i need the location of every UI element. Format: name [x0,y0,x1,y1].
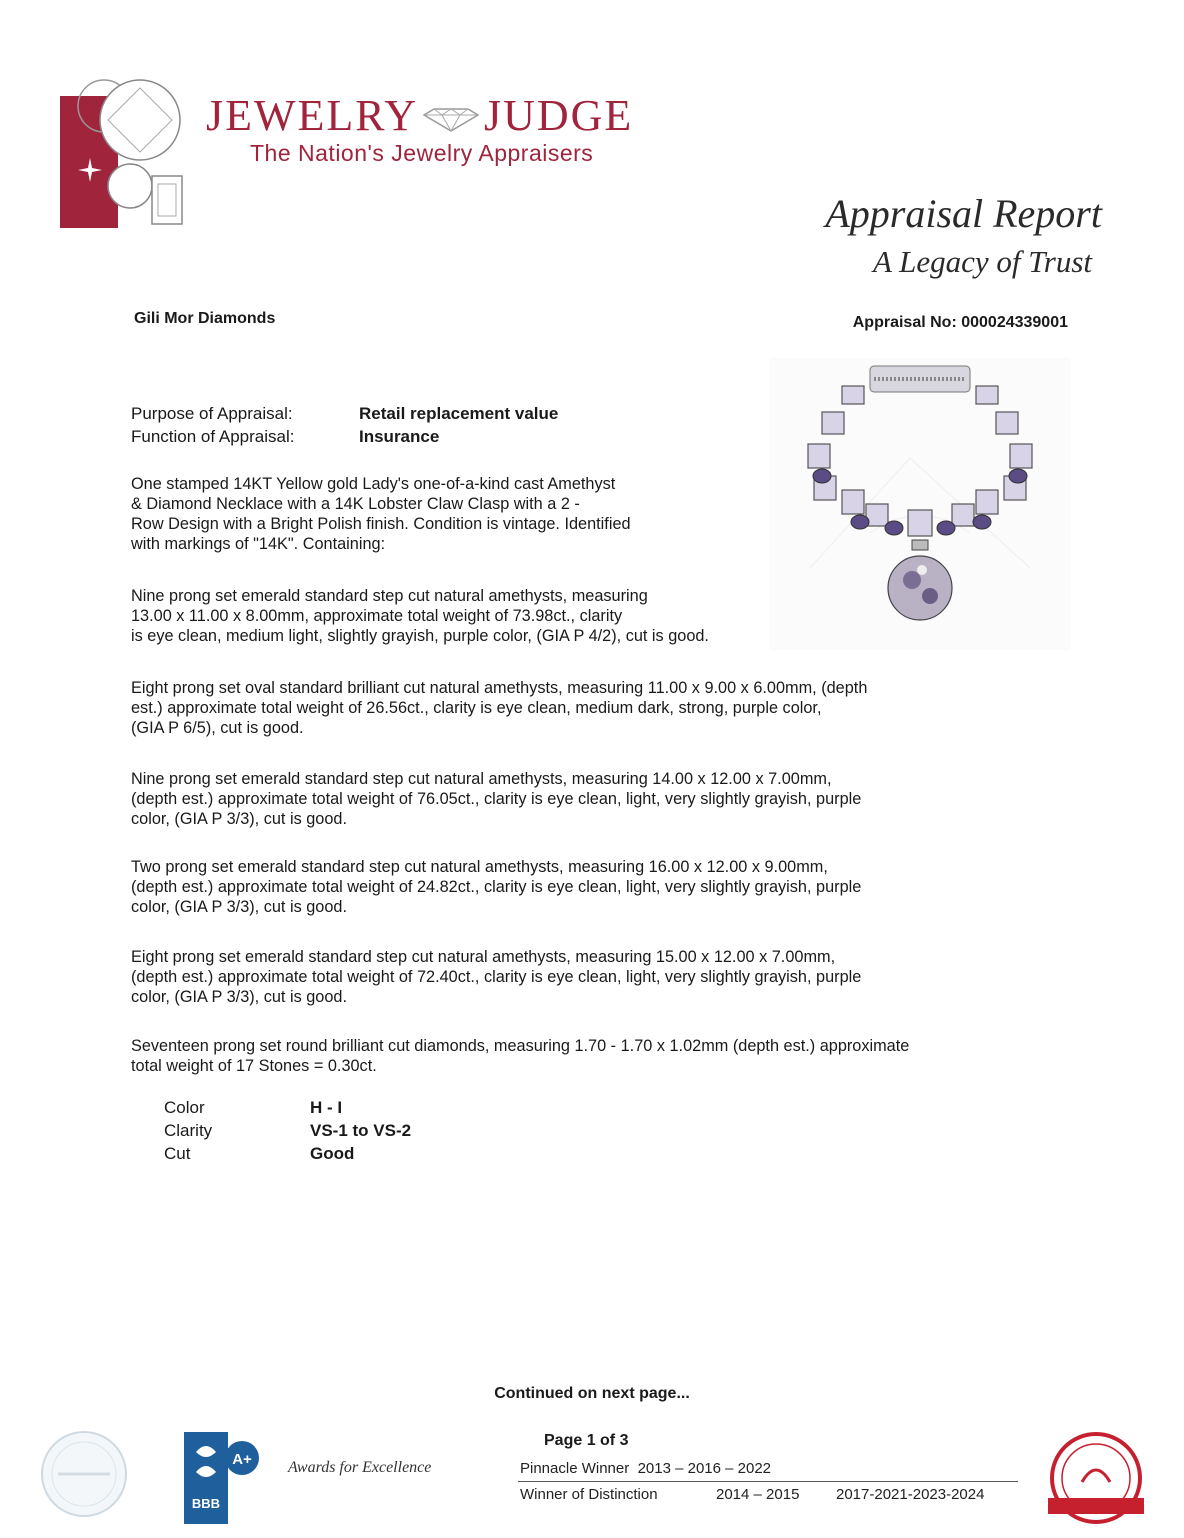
item-description [131,474,751,554]
bbb-accredited-icon [184,1432,262,1524]
appraisal-number-label: Appraisal No: [852,314,957,331]
gem-line: (depth est.) approximate total weight of 76.05ct., clarity is eye clean, light, very slightly grayish, purple [131,790,862,808]
brand-tagline: The Nation's Jewelry Appraisers [250,140,594,166]
brand-name-part1: JEWELRY [206,91,418,140]
diamond-grades [164,1098,564,1168]
report-subtitle: A Legacy of Trust [872,244,1092,279]
gem-line: color, (GIA P 3/3), cut is good. [131,898,347,916]
grade-value: Good [310,1144,355,1163]
awards-label: Awards for Excellence [288,1459,432,1476]
client-name: Gili Mor Diamonds [134,310,276,327]
diamond-icon [420,107,482,133]
gem-paragraph [131,769,861,829]
logo-mark [60,78,188,228]
gem-line: Nine prong set emerald standard step cut natural amethysts, measuring [131,587,648,605]
anniversary-seal-icon [1040,1428,1152,1528]
distinction-winner [520,1486,984,1503]
gem-line: Nine prong set emerald standard step cut natural amethysts, measuring 14.00 x 12.00 x 7.00mm, [131,770,832,788]
grade-label: Cut [164,1144,191,1163]
necklace-photo [770,358,1070,650]
purpose-value: Retail replacement value [359,404,559,423]
appraisal-number [853,314,1068,332]
gem-line: Eight prong set emerald standard step cut natural amethysts, measuring 15.00 x 12.00 x 7.00mm, [131,948,836,966]
grade-value: VS-1 to VS-2 [310,1121,412,1140]
report-title: Appraisal Report [825,191,1102,236]
footer-divider [518,1481,1018,1482]
description-line: Row Design with a Bright Polish finish. Condition is vintage. Identified [131,515,631,533]
grade-row [164,1144,354,1164]
certification-seal-icon [38,1428,130,1520]
pinnacle-years: 2013 – 2016 – 2022 [637,1460,772,1477]
gem-line: Seventeen prong set round brilliant cut diamonds, measuring 1.70 - 1.70 x 1.02mm (depth est.) approximate [131,1037,910,1055]
gem-line: (depth est.) approximate total weight of 72.40ct., clarity is eye clean, light, very slightly grayish, purple [131,968,862,986]
function-label: Function of Appraisal: [131,427,295,446]
page-number: Page 1 of 3 [544,1432,629,1449]
distinction-years-b: 2017-2021-2023-2024 [836,1486,985,1503]
bbb-label: BBB [191,1496,221,1511]
distinction-years-a: 2014 – 2015 [716,1486,800,1503]
gem-line: 13.00 x 11.00 x 8.00mm, approximate total weight of 73.98ct., clarity [131,607,623,625]
gem-line: Two prong set emerald standard step cut natural amethysts, measuring 16.00 x 12.00 x 9.00mm, [131,858,828,876]
gem-line: (depth est.) approximate total weight of 24.82ct., clarity is eye clean, light, very slightly grayish, purple [131,878,862,896]
grade-row [164,1098,342,1118]
gem-paragraph [131,1036,909,1076]
gem-line: color, (GIA P 3/3), cut is good. [131,988,347,1006]
function-value: Insurance [359,427,440,446]
gem-paragraph [131,857,861,917]
gem-line: (GIA P 6/5), cut is good. [131,719,304,737]
bbb-rating: A+ [232,1451,252,1468]
grade-label: Color [164,1098,205,1117]
pinnacle-label: Pinnacle Winner [520,1460,630,1477]
appraisal-number-value: 000024339001 [961,314,1068,331]
brand-name [206,90,633,141]
gem-line: is eye clean, medium light, slightly grayish, purple color, (GIA P 4/2), cut is good. [131,627,709,645]
description-line: & Diamond Necklace with a 14K Lobster Claw Clasp with a 2 - [131,495,580,513]
description-line: with markings of "14K". Containing: [131,535,386,553]
purpose-label: Purpose of Appraisal: [131,404,293,423]
brand-name-part2: JUDGE [483,91,634,140]
continued-note: Continued on next page... [494,1385,690,1402]
gem-line: total weight of 17 Stones = 0.30ct. [131,1057,377,1075]
distinction-label: Winner of Distinction [520,1486,658,1503]
grade-row [164,1121,411,1141]
gem-paragraph [131,586,709,646]
gem-paragraph [131,947,861,1007]
gem-line: est.) approximate total weight of 26.56ct., clarity is eye clean, medium dark, strong, purple color, [131,699,822,717]
gem-line: Eight prong set oval standard brilliant cut natural amethysts, measuring 11.00 x 9.00 x 6.00mm, (depth [131,679,868,697]
grade-value: H - I [310,1098,343,1117]
gem-line: color, (GIA P 3/3), cut is good. [131,810,347,828]
gem-paragraph [131,678,867,738]
pinnacle-winner [520,1460,771,1477]
description-line: One stamped 14KT Yellow gold Lady's one-of-a-kind cast Amethyst [131,475,616,493]
grade-label: Clarity [164,1121,213,1140]
